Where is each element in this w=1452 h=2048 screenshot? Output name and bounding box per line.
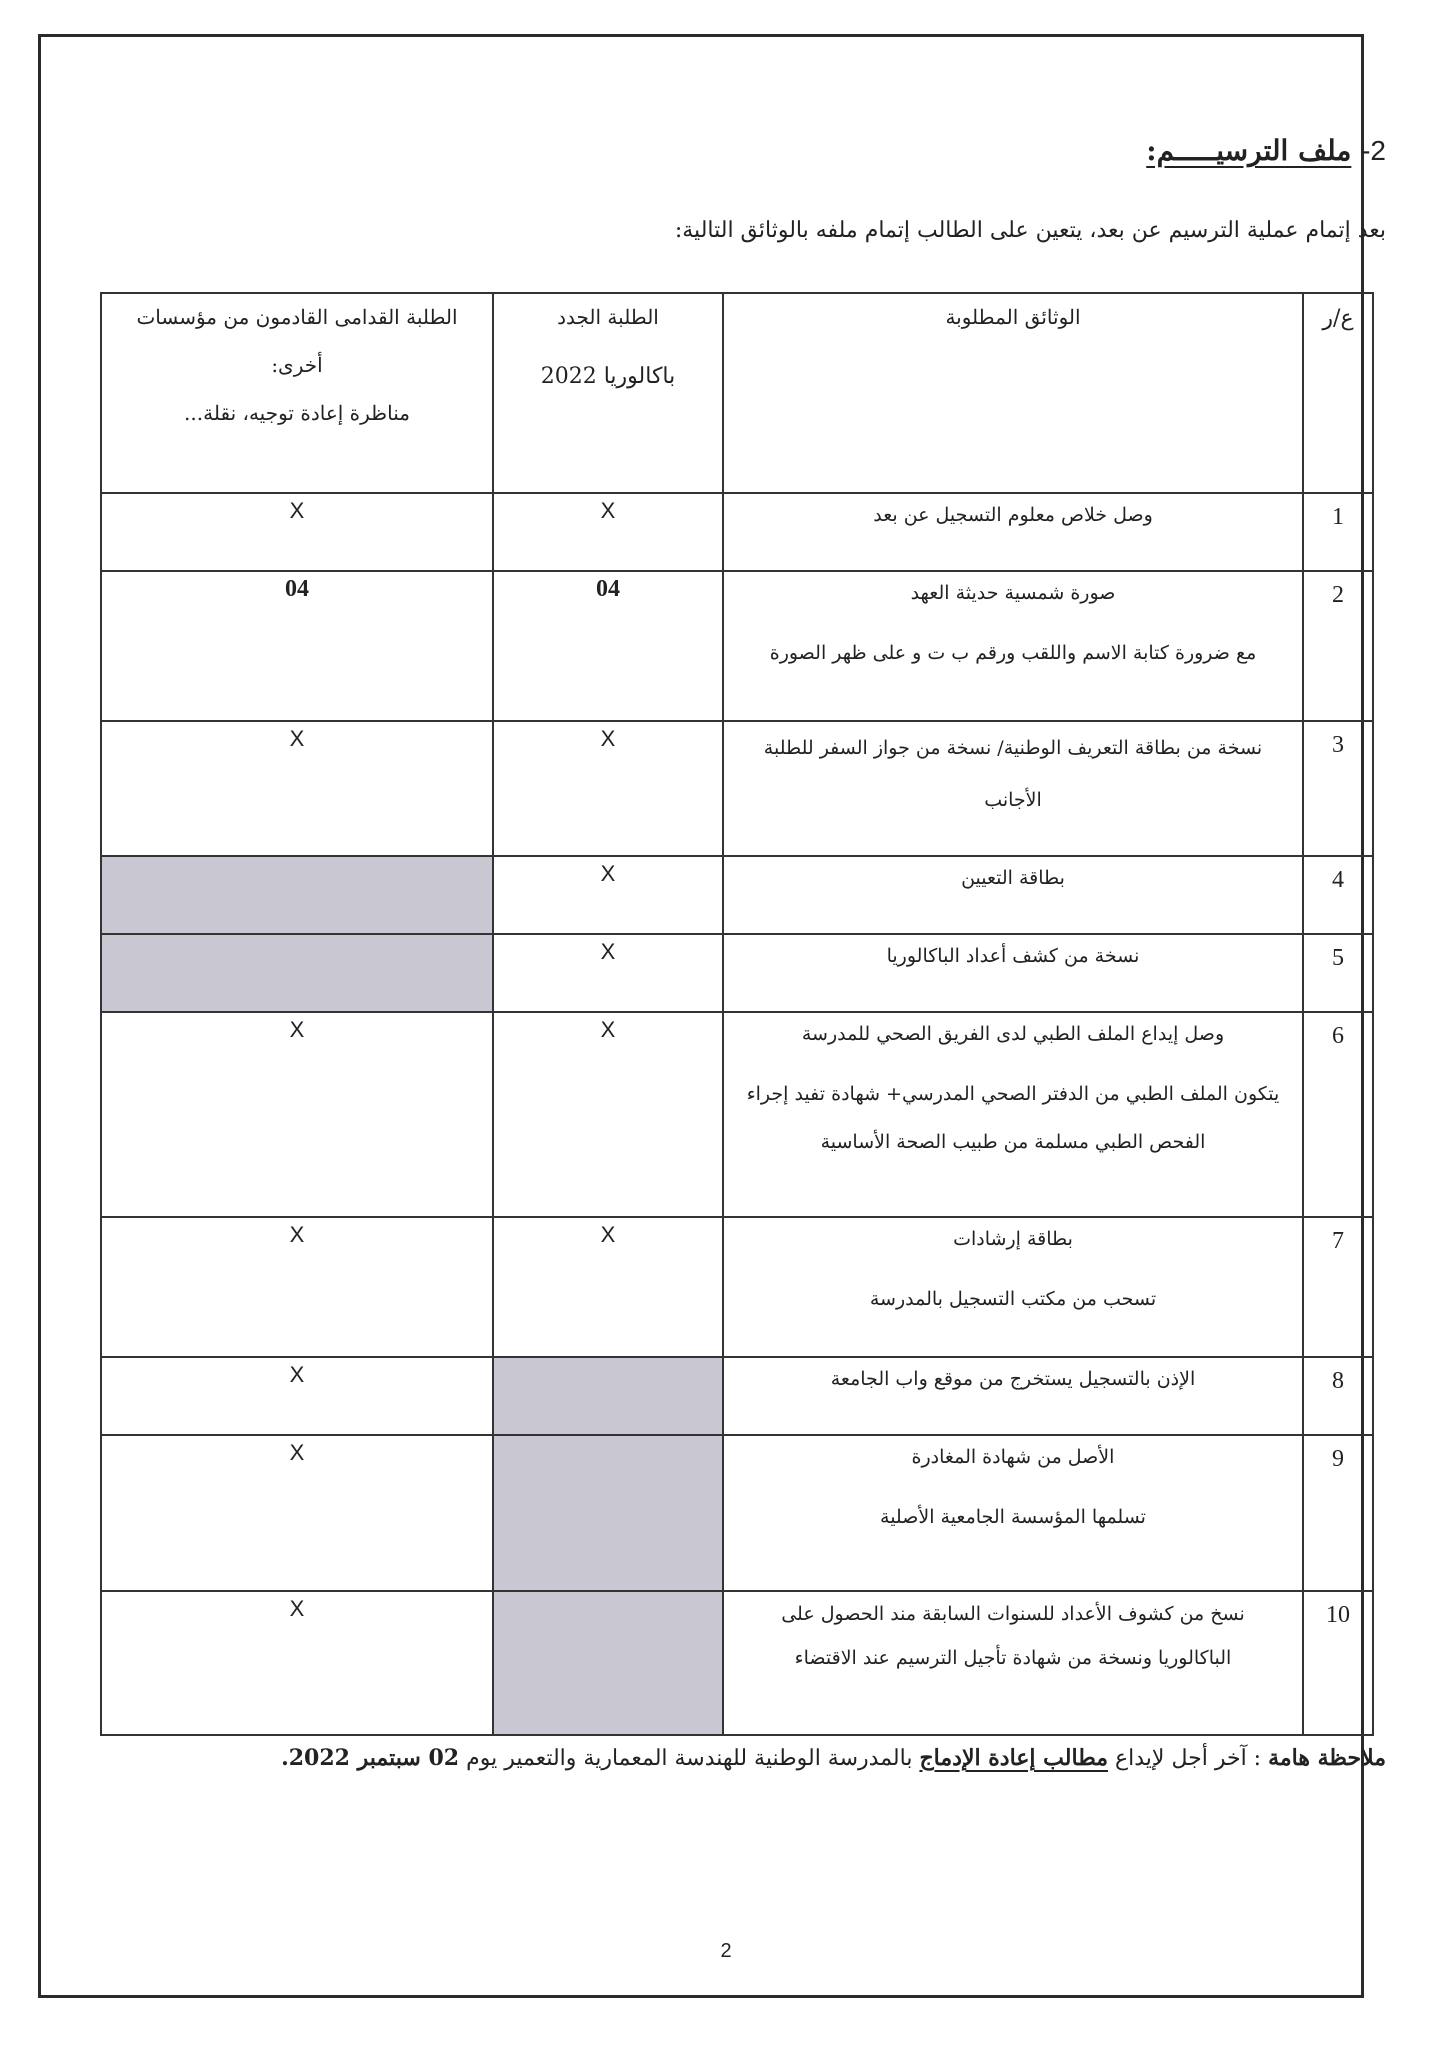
row-old-mark: X [101, 1012, 493, 1217]
row-old-mark: 04 [101, 571, 493, 721]
row-number: 5 [1303, 934, 1373, 1012]
section-title: ملف الترسيـــــم: [1146, 134, 1352, 167]
row-new-mark: 04 [493, 571, 723, 721]
row-old-mark: X [101, 493, 493, 571]
row-number: 1 [1303, 493, 1373, 571]
row-document-line2: تسحب من مكتب التسجيل بالمدرسة [869, 1288, 1157, 1310]
row-document-line1: الأصل من شهادة المغادرة [911, 1446, 1115, 1468]
row-document: وصل خلاص معلوم التسجيل عن بعد [723, 493, 1303, 571]
row-document [723, 1217, 1303, 1357]
header-old-line2: أخرى: [271, 353, 323, 377]
table-row [101, 571, 1373, 721]
row-document-line1: وصل إيداع الملف الطبي لدى الفريق الصحي للمدرسة [801, 1023, 1225, 1045]
note-text-1: : آخر أجل لإيداع [1108, 1746, 1269, 1771]
row-new-mark: X [493, 1012, 723, 1217]
table-row [101, 1435, 1373, 1591]
table-row [101, 1012, 1373, 1217]
row-document: نسخة من كشف أعداد الباكالوريا [723, 934, 1303, 1012]
row-document [723, 1435, 1303, 1591]
page-number: 2 [720, 1940, 732, 1962]
section-number: 2- [1361, 135, 1386, 166]
row-document-line2: مع ضرورة كتابة الاسم واللقب ورقم ب ت و على ظهر الصورة [769, 642, 1257, 664]
row-new-mark-shaded [493, 1591, 723, 1735]
row-number: 8 [1303, 1357, 1373, 1435]
header-new-line2: باكالوريا 2022 [540, 364, 676, 389]
intro-text: بعد إتمام عملية الترسيم عن بعد، يتعين على الطالب إتمام ملفه بالوثائق التالية: [674, 218, 1386, 243]
row-document-line2: يتكون الملف الطبي من الدفتر الصحي المدرسي+ شهادة تفيد إجراء [746, 1083, 1280, 1105]
section-heading [1146, 134, 1386, 167]
row-old-mark: X [101, 1591, 493, 1735]
row-number: 10 [1303, 1591, 1373, 1735]
documents-table [100, 292, 1374, 1736]
row-document: نسخة من بطاقة التعريف الوطنية/ نسخة من جواز السفر للطلبة الأجانب [723, 721, 1303, 856]
row-document-line1: صورة شمسية حديثة العهد [910, 582, 1116, 604]
row-number: 7 [1303, 1217, 1373, 1357]
header-documents: الوثائق المطلوبة [723, 293, 1303, 493]
note-emphasis: مطالب إعادة الإدماج [919, 1745, 1109, 1771]
row-new-mark-shaded [493, 1357, 723, 1435]
row-document: نسخ من كشوف الأعداد للسنوات السابقة مند الحصول على الباكالوريا ونسخة من شهادة تأجيل الترسيم عند الاقتضاء [723, 1591, 1303, 1735]
table-row [101, 493, 1373, 571]
row-new-mark-shaded [493, 1435, 723, 1591]
row-new-mark: X [493, 721, 723, 856]
row-new-mark: X [493, 1217, 723, 1357]
row-document [723, 571, 1303, 721]
row-old-mark-shaded [101, 856, 493, 934]
header-old-students [101, 293, 493, 493]
row-number: 3 [1303, 721, 1373, 856]
row-old-mark-shaded [101, 934, 493, 1012]
header-new-line1: الطلبة الجدد [557, 305, 659, 329]
header-old-line3: مناظرة إعادة توجيه، نقلة... [184, 401, 410, 425]
row-document-line3: الفحص الطبي مسلمة من طبيب الصحة الأساسية [820, 1131, 1206, 1153]
header-old-line1: الطلبة القدامى القادمون من مؤسسات [136, 305, 458, 329]
header-new-students [493, 293, 723, 493]
header-number: ع/ر [1303, 293, 1373, 493]
row-number: 6 [1303, 1012, 1373, 1217]
note-text-2: بالمدرسة الوطنية للهندسة المعمارية والتعمير يوم [459, 1746, 920, 1771]
table-row [101, 856, 1373, 934]
note-label: ملاحظة هامة [1268, 1745, 1386, 1771]
table-row [101, 1217, 1373, 1357]
row-number: 9 [1303, 1435, 1373, 1591]
row-old-mark: X [101, 1357, 493, 1435]
note-date: 02 سبتمبر 2022. [281, 1745, 460, 1771]
important-note [281, 1745, 1386, 1771]
row-new-mark: X [493, 856, 723, 934]
row-new-mark: X [493, 493, 723, 571]
row-new-mark: X [493, 934, 723, 1012]
row-document: الإذن بالتسجيل يستخرج من موقع واب الجامعة [723, 1357, 1303, 1435]
row-number: 4 [1303, 856, 1373, 934]
row-old-mark: X [101, 1217, 493, 1357]
row-document [723, 1012, 1303, 1217]
table-row [101, 721, 1373, 856]
row-old-mark: X [101, 721, 493, 856]
table-row [101, 934, 1373, 1012]
row-number: 2 [1303, 571, 1373, 721]
row-old-mark: X [101, 1435, 493, 1591]
row-document-line2: تسلمها المؤسسة الجامعية الأصلية [880, 1506, 1146, 1528]
table-row [101, 1591, 1373, 1735]
row-document: بطاقة التعيين [723, 856, 1303, 934]
row-document-line1: بطاقة إرشادات [953, 1228, 1073, 1250]
table-header-row [101, 293, 1373, 493]
table-row [101, 1357, 1373, 1435]
